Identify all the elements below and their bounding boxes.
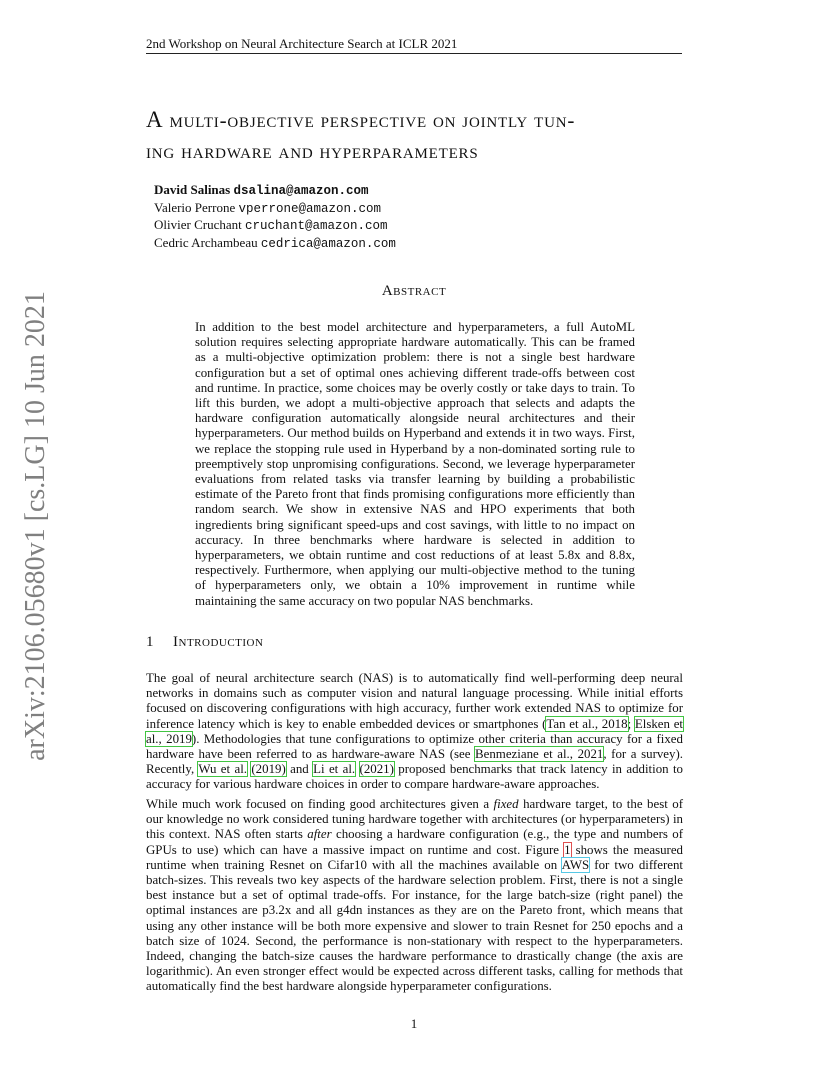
citation-link[interactable]: Tan et al., 2018 — [546, 716, 628, 731]
text-run: shows the measured runtime when training Resnet on Cifar10 with all the machines available on — [146, 842, 684, 872]
emphasis: fixed — [493, 797, 519, 811]
text-run: choosing a hardware configuration (e.g., the type and numbers of GPUs to use) which can have a massive impact on runtime and cost. Figure — [146, 827, 684, 857]
author-email: vperrone@amazon.com — [238, 201, 381, 216]
title-line-2: ing hardware and hyperparameters — [146, 139, 479, 163]
citation-link[interactable]: Wu et al. — [198, 762, 248, 777]
intro-paragraph-1 — [146, 671, 683, 793]
text-run: and — [285, 762, 314, 777]
citation-link[interactable]: (2021) — [359, 762, 394, 777]
author-block — [154, 182, 554, 252]
section-title: Introduction — [173, 634, 264, 650]
header-rule — [146, 53, 682, 54]
text-run: proposed benchmarks that track latency in addition to accuracy for various hardware choices in order to compare hardware-aware approaches. — [146, 762, 683, 792]
text-run: hardware target, to the best of our knowledge no work considered tuning hardware together with architectures (or hyperparameters) in this context. NAS often starts — [146, 797, 683, 842]
abstract-body: In addition to the best model architecture and hyperparameters, a full AutoML solution requires selecting appropriate hardware automatically. This can be framed as a multi-objective optimization problem: there is not a single best hardware configuration but a set of optimal ones achieving different trade-offs between cost and runtime. In practice, some choices may be overly costly or take days to train. To lift this burden, we adopt a multi-objective approach that selects and adapts the hardware configuration automatically alongside neural architectures and their hyperparameters. Our method builds on Hyperband and extends it in two ways. First, we replace the stopping rule used in Hyperband by a non-dominated sorting rule to preemptively stop unpromising configurations. Second, we leverage hyperparameter evaluations from related tasks via transfer learning by building a probabilistic estimate of the Pareto front that finds promising configurations more efficiently than random search. We show in extensive NAS and HPO experiments that both ingredients bring significant speed-ups and cost savings, with little to no impact on accuracy. In three benchmarks where hardware is selected in addition to hyperparameters, we obtain runtime and cost reductions of at least 5.8x and 8.8x, respectively. Furthermore, when applying our multi-objective method to the tuning of hyperparameters only, we obtain a 10% improvement in runtime while maintaining the same accuracy on two popular NAS benchmarks. — [195, 320, 635, 608]
author-email: cruchant@amazon.com — [244, 219, 388, 233]
text-run: ; — [627, 716, 635, 731]
text-run: The goal of neural architecture search (NAS) is to automatically find well-performing deep neural networks in domains such as computer vision and natural language processing. While initial efforts focused on discovering configurations with high accuracy, further work extended NAS to optimize for inference latency which is key to enable embedded devices or smartphones ( — [146, 671, 683, 731]
text-run: ). Methodologies that tune configurations to optimize other criteria than accuracy for a fixed hardware have been referred to as hardware-aware NAS (see — [146, 731, 683, 762]
author-name: Valerio Perrone — [154, 199, 236, 215]
text-run: for two different batch-sizes. This reveals two key aspects of the hardware selection problem. First, there is not a single best instance but a set of optimal trade-offs. For instance, for the large batch-size (right panel) the optimal instances are p3.2x and all g4dn instances as they are on the Pareto front, which means that using any other instance will be both more expensive and slower to train Resnet for 250 epochs and a batch size of 1024. Second, the performance is non-stationary with respect to the hyperparameters. Indeed, changing the batch-size causes the hardware performance to drastically change (the axis are logarithmic). An even stronger effect would be expected across different tasks, calling for methods that automatically find the best hardware alongside hyperparameter configurations. — [146, 857, 683, 994]
figure-ref-link[interactable]: 1 — [564, 842, 571, 857]
author-name: David Salinas — [154, 182, 231, 197]
section-number: 1 — [146, 634, 154, 650]
citation-link[interactable]: (2019) — [251, 762, 286, 777]
title-line-1: multi-objective perspective on jointly tun- — [163, 108, 576, 132]
abstract-heading: Abstract — [381, 283, 447, 299]
author-email: dsalina@amazon.com — [233, 184, 369, 198]
author-name: Olivier Cruchant — [154, 217, 242, 232]
text-run: While much work focused on finding good architectures given a — [146, 797, 494, 811]
author-row — [154, 200, 554, 218]
author-row — [154, 235, 554, 253]
section-heading — [146, 634, 682, 651]
emphasis: after — [307, 827, 332, 842]
arxiv-stamp-text: arXiv:2106.05680v1 [cs.LG] 10 Jun 2021 — [20, 291, 51, 761]
intro-paragraph-2 — [146, 797, 683, 995]
citation-link[interactable]: Elsken et al., 2019 — [146, 716, 683, 746]
text-run — [355, 762, 359, 776]
page-number: 1 — [410, 1016, 418, 1031]
author-email: cedrica@amazon.com — [260, 236, 396, 251]
title-initial: A — [146, 107, 164, 132]
running-header: 2nd Workshop on Neural Architecture Search at ICLR 2021 — [146, 36, 458, 51]
text-run: , for a survey). Recently, — [146, 747, 683, 777]
author-row — [154, 182, 554, 200]
aws-url-link[interactable]: AWS — [561, 857, 590, 872]
author-row — [154, 217, 554, 235]
author-name: Cedric Archambeau — [154, 234, 258, 250]
citation-link[interactable]: Benmeziane et al., 2021 — [475, 747, 604, 762]
citation-link[interactable]: Li et al. — [313, 762, 356, 777]
paper-title — [146, 104, 686, 167]
